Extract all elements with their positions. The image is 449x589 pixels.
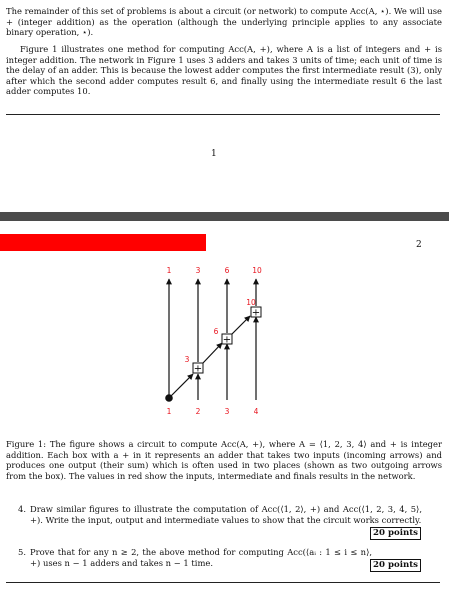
intermediate-label-2: 6 xyxy=(213,327,219,336)
question-4-text: Draw similar figures to illustrate the computation of Acc(⟨1, 2⟩, +) and Acc(⟨1, 2, 3, 4, 5⟩, +). Write the input, output and intermediate values to show that the circuit works correctly. xyxy=(30,504,422,525)
question-4-points: 20 points xyxy=(370,527,421,540)
question-4-number: 4. xyxy=(18,504,26,514)
question-4 xyxy=(18,504,422,525)
wire-diagonal-3 xyxy=(232,316,250,334)
input-label-4: 4 xyxy=(253,407,259,416)
question-5-text: Prove that for any n ≥ 2, the above method for computing Acc(⟨aᵢ : 1 ≤ i ≤ n⟩, +) uses n − 1 adders and takes n − 1 time. xyxy=(30,547,372,568)
svg-text:+: + xyxy=(251,307,261,319)
adder-box-3 xyxy=(251,307,261,319)
wire-diagonal-1 xyxy=(169,374,193,398)
page-separator-bar xyxy=(0,212,449,221)
question-5-points: 20 points xyxy=(370,559,421,572)
intro-paragraph-2: Figure 1 illustrates one method for computing Acc(A, +), where A is a list of integers and + is integer addition. The network in Figure 1 uses 3 adders and takes 3 units of time; each unit of time is the delay of an adder. This is because the lowest adder computes the first intermediate result (3), only after which the second adder computes result 6, and finally using the intermediate result 6 the last adder computes 10. xyxy=(6,44,442,97)
output-label-2: 3 xyxy=(195,266,201,275)
svg-text:+: + xyxy=(193,363,203,375)
intermediate-label-1: 3 xyxy=(184,355,190,364)
question-5-number: 5. xyxy=(18,547,26,557)
output-label-3: 6 xyxy=(224,266,230,275)
page-number-1: 1 xyxy=(211,149,217,159)
output-label-1: 1 xyxy=(166,266,172,275)
svg-text:+: + xyxy=(222,334,232,346)
intermediate-label-3: 10 xyxy=(246,298,256,307)
accumulate-circuit-figure xyxy=(150,258,280,423)
output-label-4: 10 xyxy=(252,266,262,275)
top-divider xyxy=(6,114,440,115)
wire-diagonal-2 xyxy=(203,343,222,363)
page-number-2: 2 xyxy=(416,240,422,250)
bottom-divider xyxy=(6,582,440,583)
intro-paragraph-1: The remainder of this set of problems is about a circuit (or network) to compute Acc(A, ⋆). We will use + (integer addition) as the operation (although the underlying principle applies to any associate binary operation, ⋆). xyxy=(6,6,442,38)
input-label-1: 1 xyxy=(166,407,172,416)
adder-box-2 xyxy=(222,334,232,346)
input-label-2: 2 xyxy=(195,407,201,416)
red-highlight-bar xyxy=(0,234,206,251)
figure-caption: Figure 1: The figure shows a circuit to compute Acc(A, +), where A = ⟨1, 2, 3, 4⟩ and + is integer addition. Each box with a + in it represents an adder that takes two inputs (incoming arrows) and produces one output (their sum) which is often used in two places (shown as two outgoing arrows from the box). The values in red show the inputs, intermediate and finals results in the network. xyxy=(6,439,442,481)
adder-box-1 xyxy=(193,363,203,375)
question-5 xyxy=(18,547,422,568)
input-label-3: 3 xyxy=(224,407,230,416)
